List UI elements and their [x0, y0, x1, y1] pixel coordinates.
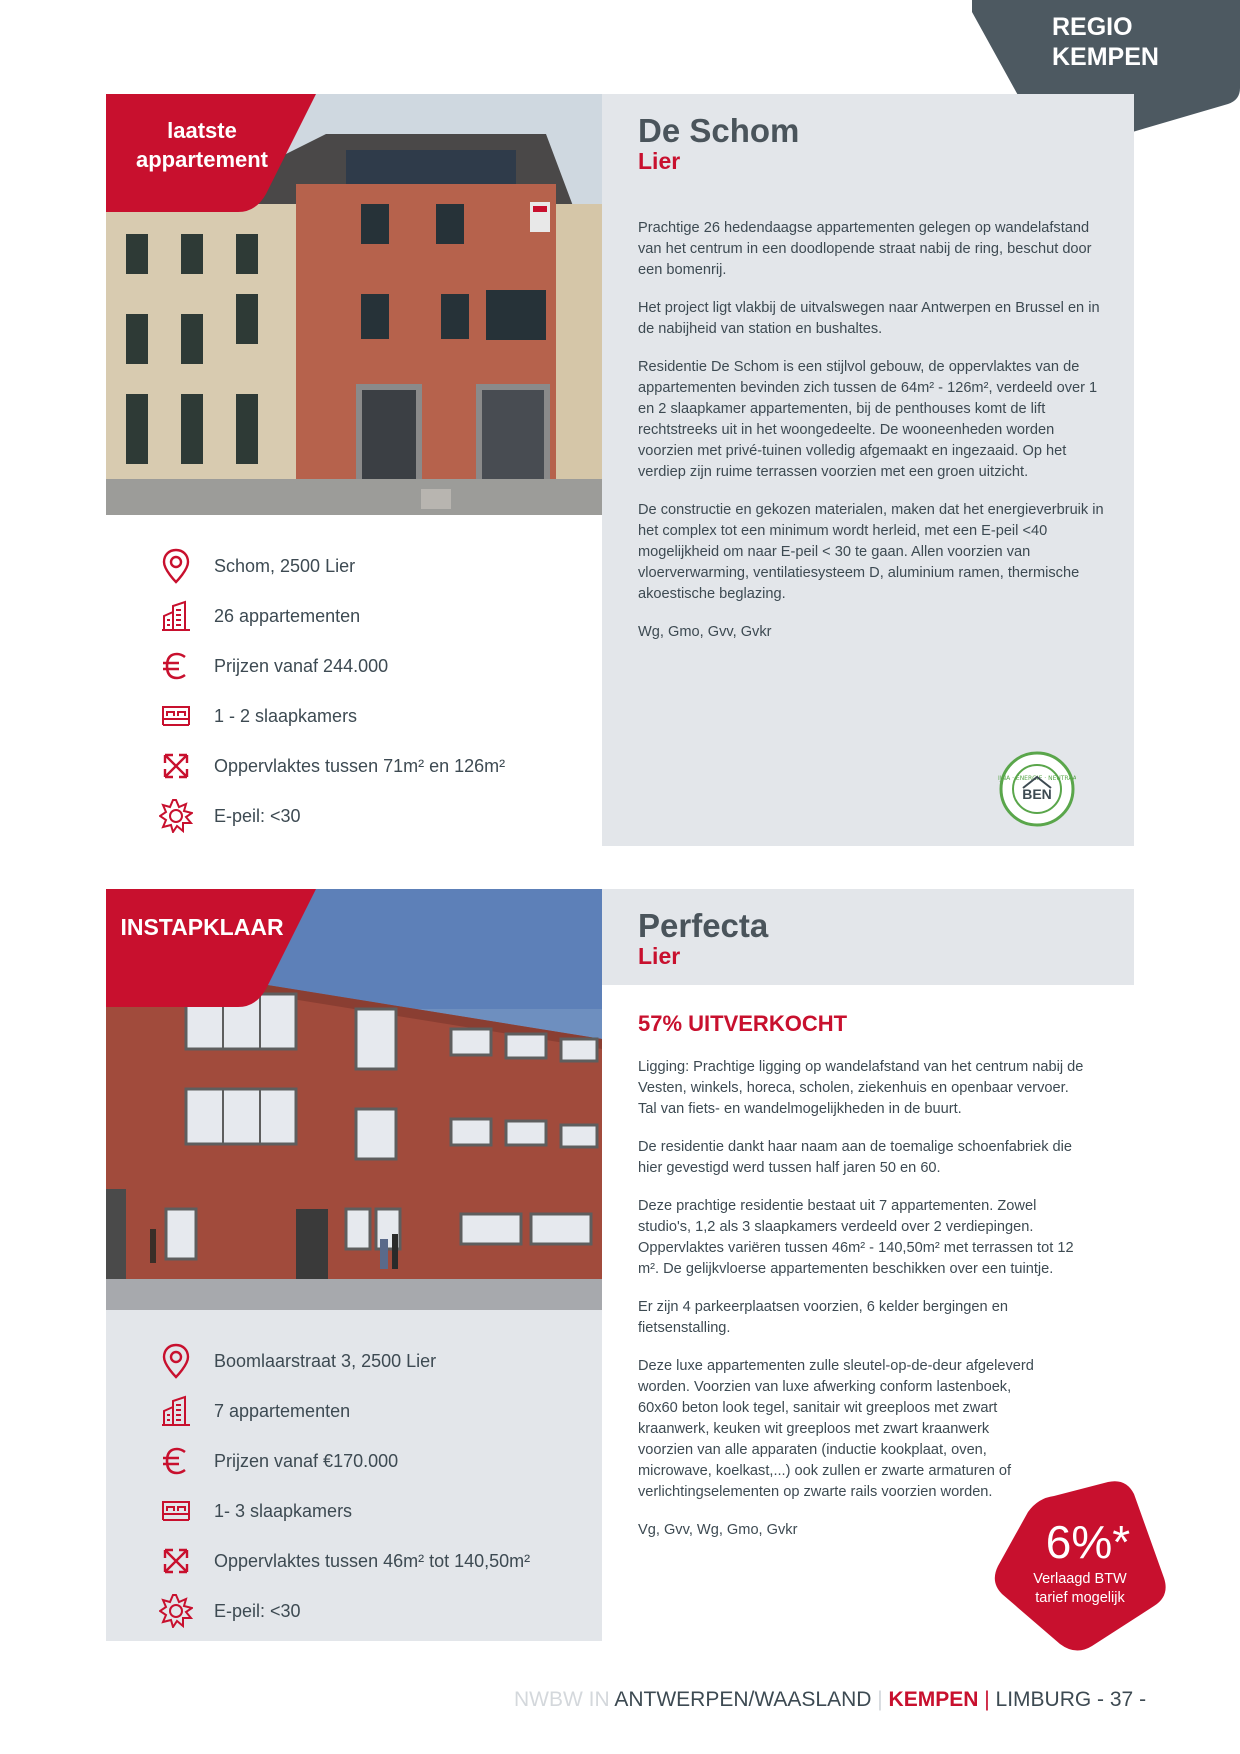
feature-list — [158, 541, 588, 841]
footer-prefix: NWBW IN — [514, 1688, 615, 1711]
project-left-column — [106, 889, 602, 1641]
sun-energy-icon — [158, 798, 194, 834]
project-card-de-schom — [106, 94, 1134, 846]
feature-label: Schom, 2500 Lier — [214, 555, 356, 576]
feature-label: E-peil: <30 — [214, 805, 301, 826]
feature-location — [158, 541, 588, 591]
expand-arrows-icon — [158, 748, 194, 784]
feature-epeil — [158, 791, 588, 841]
feature-panel — [106, 1310, 602, 1641]
sun-energy-icon — [158, 1593, 194, 1629]
feature-epeil — [158, 1586, 588, 1636]
region-label-line1: REGIO — [1052, 13, 1133, 41]
feature-units — [158, 1386, 588, 1436]
ben-badge-center: BEN — [1022, 786, 1052, 802]
feature-label: Prijzen vanaf €170.000 — [214, 1450, 399, 1471]
vat-badge-rate: 6%* — [1045, 1516, 1131, 1568]
footer-separator: | — [978, 1688, 996, 1711]
feature-label: 1- 3 slaapkamers — [214, 1500, 353, 1521]
feature-label: 1 - 2 slaapkamers — [214, 705, 358, 726]
feature-surface — [158, 741, 588, 791]
description-paragraph: Het project ligt vlakbij de uitvalswegen naar Antwerpen en Brussel en in de nabijheid van station en bushaltes. — [638, 300, 1100, 337]
footer-separator: | — [871, 1688, 889, 1711]
description-paragraph: Ligging: Prachtige ligging op wandelafstand van het centrum nabij de Vesten, winkels, horeca, scholen, ziekenhuis en openbaar vervoer. Tal van fiets- en wandelmogelijkheden in de buurt. — [638, 1059, 1084, 1117]
project-card-perfecta — [106, 889, 1134, 1641]
description-paragraph: Prachtige 26 hedendaagse appartementen gelegen op wandelafstand van het centrum in een doodlopende straat nabij de ring, beschut door een bomenrij. — [638, 220, 1092, 278]
feature-units — [158, 591, 588, 641]
ribbon-label — [114, 116, 290, 174]
feature-list — [158, 1336, 588, 1636]
ben-badge — [998, 750, 1076, 828]
project-title: De Schom — [638, 112, 800, 149]
footer-region-limburg: LIMBURG — [995, 1688, 1092, 1711]
feature-label: E-peil: <30 — [214, 1600, 301, 1621]
footer-region-antwerpen: ANTWERPEN/WAASLAND — [614, 1688, 872, 1711]
expand-arrows-icon — [158, 1543, 194, 1579]
project-city: Lier — [638, 943, 681, 969]
vat-badge-note-line2: tarief mogelijk — [1035, 1590, 1125, 1606]
page-number: - 37 - — [1091, 1688, 1147, 1711]
location-pin-icon — [158, 1343, 194, 1379]
region-label — [1052, 12, 1159, 72]
feature-location — [158, 1336, 588, 1386]
project-description — [638, 218, 1108, 660]
feature-price — [158, 1436, 588, 1486]
project-city: Lier — [638, 148, 681, 174]
building-icon — [158, 598, 194, 634]
feature-label: Prijzen vanaf 244.000 — [214, 655, 389, 676]
feature-label: Oppervlaktes tussen 46m² tot 140,50m² — [214, 1550, 531, 1571]
ribbon-banner — [106, 889, 316, 1029]
feature-label: Boomlaarstraat 3, 2500 Lier — [214, 1350, 437, 1371]
description-paragraph: Residentie De Schom is een stijlvol gebouw, de oppervlaktes van de appartementen bevinden zich tussen de 64m² - 126m², verdeeld over 1 en 2 slaapkamer appartementen, bij de penthouses komt de lift rechtstreeks uit in het woongedeelte. De wooneenheden worden voorzien met privé-tuinen volledig afgemaakt en ingezaaid. Op het verdiep zijn ruime terrassen voorzien met een groen uitzicht. — [638, 359, 1098, 480]
ben-badge-ring: BIJNA · ENERGIE · NEUTRAAL — [998, 775, 1076, 782]
ribbon-label-line2: appartement — [135, 147, 269, 172]
bed-icon — [158, 698, 194, 734]
project-left-column — [106, 94, 602, 846]
feature-bedrooms — [158, 691, 588, 741]
region-label-line2: KEMPEN — [1052, 43, 1159, 71]
sold-percentage: 57% UITVERKOCHT — [638, 1011, 848, 1036]
feature-bedrooms — [158, 1486, 588, 1536]
feature-price — [158, 641, 588, 691]
feature-label: 26 appartementen — [214, 605, 361, 626]
footer-region-kempen: KEMPEN — [888, 1688, 979, 1711]
description-paragraph: Deze prachtige residentie bestaat uit 7 appartementen. Zowel studio's, 1,2 als 3 slaapkamers verdeeld over 2 verdiepingen. Oppervlaktes variëren tussen 46m² - 140,50m² met terrassen tot 12 m². De gelijkvloerse appartementen beschikken over een tuintje. — [638, 1198, 1074, 1277]
page-footer — [514, 1688, 1146, 1712]
location-pin-icon — [158, 548, 194, 584]
vat-badge-note-line1: Verlaagd BTW — [1033, 1571, 1127, 1587]
description-codes: Vg, Gvv, Wg, Gmo, Gvkr — [638, 1522, 798, 1538]
bed-icon — [158, 1493, 194, 1529]
ribbon-label-line1: laatste — [167, 118, 237, 143]
description-codes: Wg, Gmo, Gvv, Gvkr — [638, 624, 772, 640]
feature-label: Oppervlaktes tussen 71m² en 126m² — [214, 755, 506, 776]
project-title: Perfecta — [638, 907, 769, 944]
euro-icon — [158, 1443, 194, 1479]
project-description-panel — [602, 94, 1134, 846]
feature-panel — [106, 515, 602, 846]
description-paragraph: Deze luxe appartementen zulle sleutel-op-de-deur afgeleverd worden. Voorzien van luxe afwerking conform lastenboek, 60x60 beton look tegel, sanitair wit greeploos met zwart kraanwerk, keuken wit greeploos met zwart kraanwerk voorzien van alle apparaten (inductie kookplaat, oven, microwave, koelkast,...) ook zullen er zwarte armaturen of verlichtingselementen op zwarte rails voorzien worden. — [638, 1358, 1034, 1500]
euro-icon — [158, 648, 194, 684]
feature-surface — [158, 1536, 588, 1586]
building-icon — [158, 1393, 194, 1429]
description-paragraph: Er zijn 4 parkeerplaatsen voorzien, 6 kelder bergingen en fietsenstalling. — [638, 1299, 1008, 1336]
description-paragraph: De constructie en gekozen materialen, maken dat het energieverbruik in het complex tot een minimum wordt herleid, met een E-peil <40 mogelijkheid om naar E-peil < 30 te gaan. Allen voorzien van vloerverwarming, ventilatiesysteem D, aluminium ramen, thermische akoestische beglazing. — [638, 502, 1104, 602]
feature-label: 7 appartementen — [214, 1400, 351, 1421]
vat-badge-note — [1020, 1570, 1140, 1608]
description-paragraph: De residentie dankt haar naam aan de toemalige schoenfabriek die hier gevestigd werd tussen half jaren 50 en 60. — [638, 1139, 1073, 1176]
ribbon-label: INSTAPKLAAR — [120, 914, 284, 940]
